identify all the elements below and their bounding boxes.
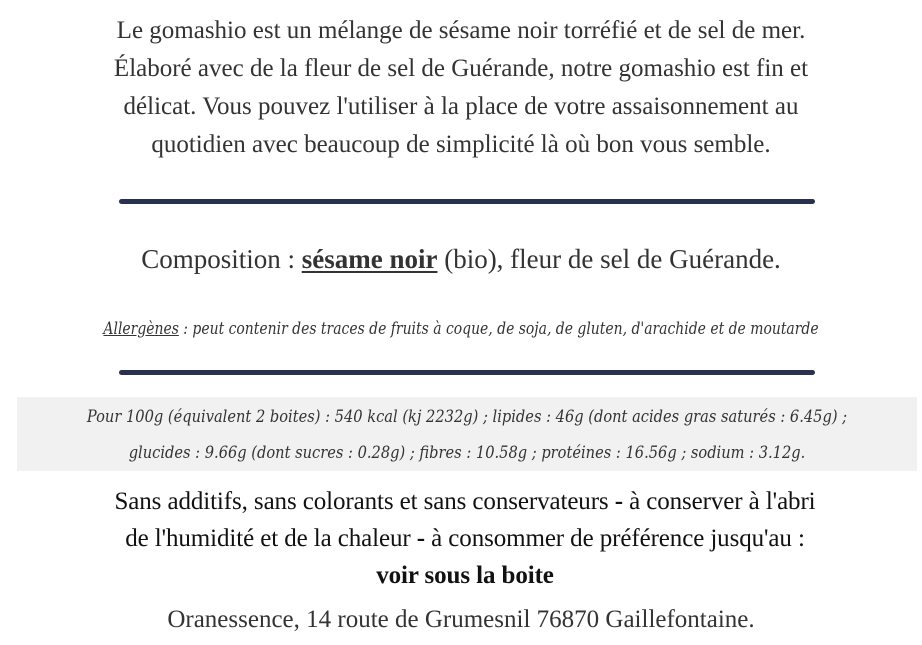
conservation-line — [8, 483, 922, 520]
nutrition-text — [80, 399, 854, 471]
section-divider — [119, 370, 815, 375]
nutrition-line: glucides : 9.66g (dont sucres : 0.28g) ; fibres : 10.58g ; protéines : 16.56g ; sodium : 3.12g. — [128, 443, 806, 463]
allergens-line — [83, 314, 839, 344]
conservation-text: à consommer de préférence jusqu'au : — [425, 525, 805, 552]
description-line: Élaboré avec de la fleur de sel de Guérande, notre gomashio est fin et — [113, 55, 809, 82]
conservation-text: à conserver à l'abri — [622, 488, 816, 515]
conservation-text: de l'humidité et de la chaleur — [125, 525, 417, 552]
product-description — [10, 12, 912, 164]
description-line: Le gomashio est un mélange de sésame noir torréfié et de sel de mer. — [116, 17, 806, 44]
conservation-dash: - — [416, 525, 425, 552]
conservation-line — [8, 557, 922, 594]
conservation-text: Sans additifs, sans colorants et sans conservateurs — [114, 488, 615, 515]
allergens-label: Allergènes — [103, 319, 179, 339]
nutrition-panel — [17, 397, 917, 471]
allergens-text: : peut contenir des traces de fruits à coque, de soja, de gluten, d'arachide et de moutarde — [178, 319, 819, 339]
composition-line — [0, 240, 922, 278]
nutrition-line: Pour 100g (équivalent 2 boites) : 540 kcal (kj 2232g) ; lipides : 46g (dont acides gras saturés : 6.45g) ; — [86, 407, 848, 427]
composition-label: Composition : — [141, 244, 302, 274]
conservation-line — [8, 520, 922, 557]
conservation-notice — [8, 483, 922, 594]
description-line: délicat. Vous pouvez l'utiliser à la place de votre assaisonnement au — [123, 93, 799, 120]
conservation-dash: - — [614, 488, 623, 515]
description-line: quotidien avec beaucoup de simplicité là où bon vous semble. — [151, 131, 771, 158]
best-before-note: voir sous la boite — [376, 562, 554, 589]
composition-highlight: sésame noir — [301, 244, 438, 274]
composition-rest: (bio), fleur de sel de Guérande. — [437, 244, 781, 274]
section-divider — [119, 199, 815, 204]
producer-address: Oranessence, 14 route de Grumesnil 76870 Gaillefontaine. — [167, 606, 755, 633]
